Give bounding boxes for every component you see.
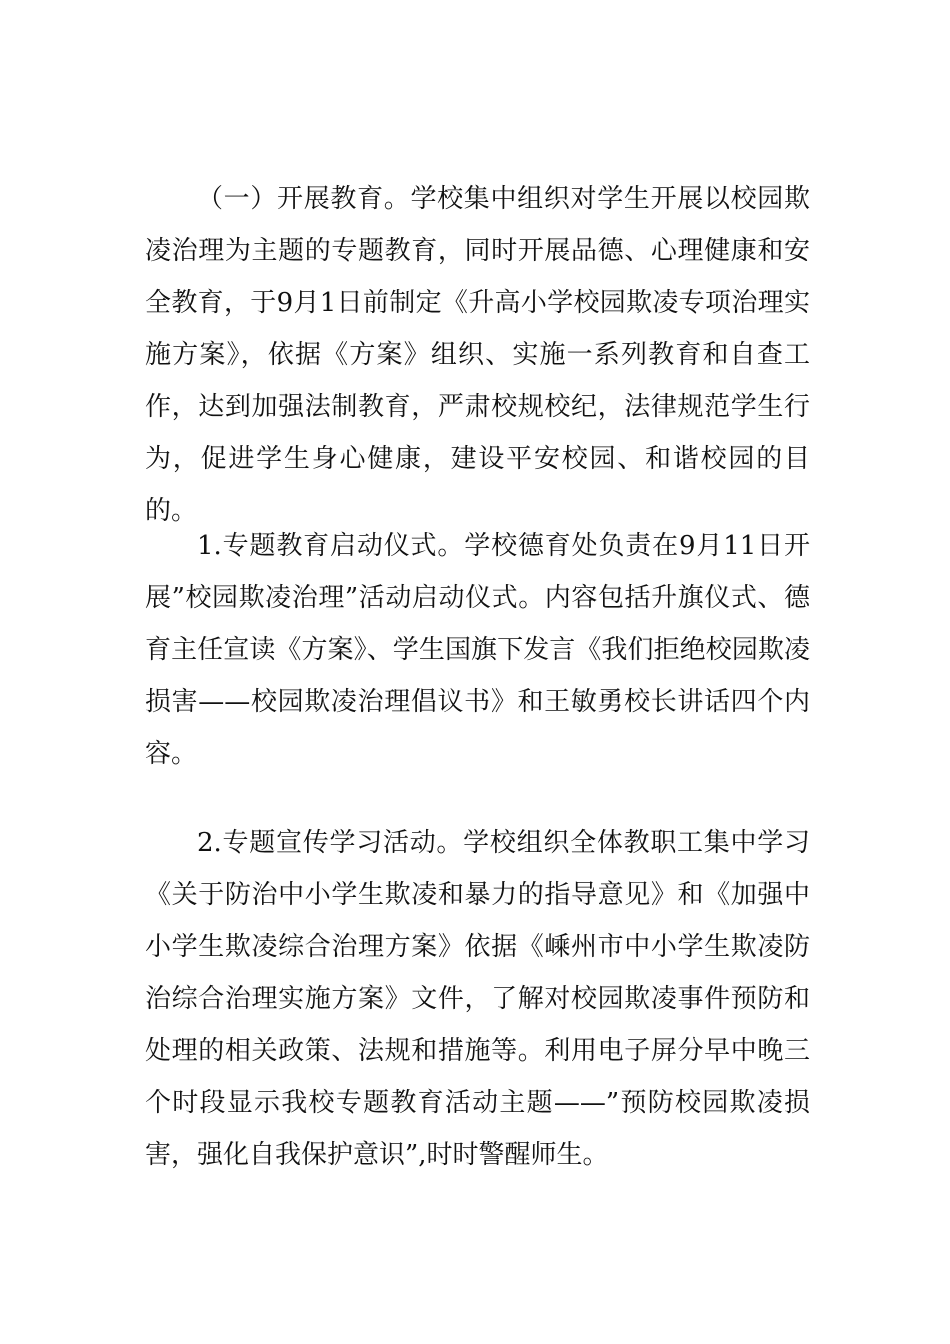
paragraph-item-one: 1.专题教育启动仪式。学校德育处负责在9月11日开展”校园欺凌治理”活动启动仪式。内容包括升旗仪式、德育主任宣读《方案》、学生国旗下发言《我们拒绝校园欺凌损害——校园欺凌治理倡议书》和王敏勇校长讲话四个内容。 <box>145 531 810 769</box>
paragraph-item-two: 2.专题宣传学习活动。学校组织全体教职工集中学习《关于防治中小学生欺凌和暴力的指导意见》和《加强中小学生欺凌综合治理方案》依据《嵊州市中小学生欺凌防治综合治理实施方案》文件，了解对校园欺凌事件预防和处理的相关政策、法规和措施等。利用电子屏分早中晚三个时段显示我校专题教育活动主题——”预防校园欺凌损害，强化自我保护意识”,时时警醒师生。 <box>145 828 810 1170</box>
paragraph-section-one: （一）开展教育。学校集中组织对学生开展以校园欺凌治理为主题的专题教育，同时开展品德、心理健康和安全教育，于9月1日前制定《升高小学校园欺凌专项治理实施方案》，依据《方案》组织、实施一系列教育和自查工作，达到加强法制教育，严肃校规校纪，法律规范学生行为，促进学生身心健康，建设平安校园、和谐校园的目的。 <box>145 184 810 526</box>
